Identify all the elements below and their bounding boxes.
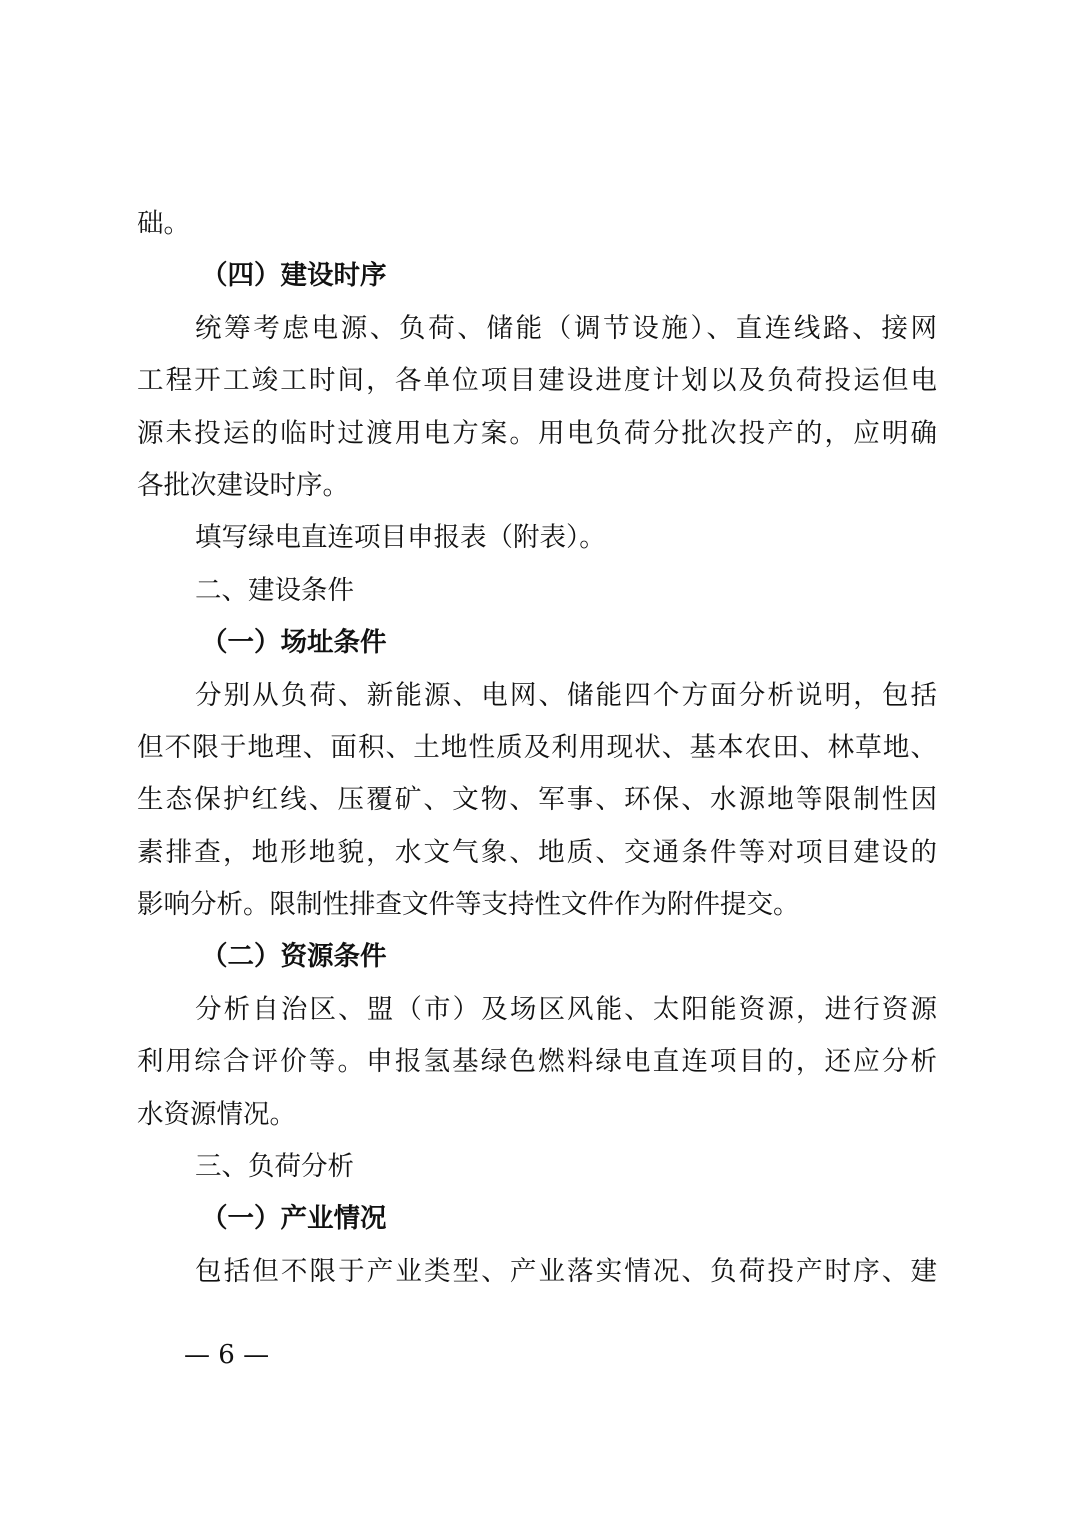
paragraph-line: 工程开工竣工时间，各单位项目建设进度计划以及负荷投运但电 — [137, 365, 937, 397]
paragraph-line: 础。 — [137, 208, 190, 239]
paragraph-line: 影响分析。限制性排查文件等支持性文件作为附件提交。 — [137, 889, 800, 921]
section-subheading-construction-sequence: （四）建设时序 — [201, 260, 387, 292]
section-heading-construction-conditions: 二、建设条件 — [195, 574, 354, 606]
paragraph-line: 水资源情况。 — [137, 1098, 296, 1130]
paragraph-line: 填写绿电直连项目申报表（附表）。 — [195, 522, 606, 554]
paragraph-line: 但不限于地理、面积、土地性质及利用现状、基本农田、林草地、 — [137, 731, 937, 763]
section-subheading-site-conditions: （一）场址条件 — [201, 627, 387, 659]
paragraph-line: 包括但不限于产业类型、产业落实情况、负荷投产时序、建 — [195, 1255, 937, 1287]
paragraph-line: 素排查，地形地貌，水文气象、地质、交通条件等对项目建设的 — [137, 836, 937, 868]
section-subheading-resource-conditions: （二）资源条件 — [201, 941, 387, 973]
paragraph-line: 生态保护红线、压覆矿、文物、军事、环保、水源地等限制性因 — [137, 784, 937, 816]
page-number: — 6 — — [184, 1340, 270, 1370]
paragraph-line: 分别从负荷、新能源、电网、储能四个方面分析说明，包括 — [195, 679, 937, 711]
paragraph-line: 源未投运的临时过渡用电方案。用电负荷分批次投产的，应明确 — [137, 417, 937, 449]
section-heading-load-analysis: 三、负荷分析 — [195, 1151, 354, 1183]
paragraph-line: 统筹考虑电源、负荷、储能（调节设施）、直连线路、接网 — [195, 312, 937, 344]
paragraph-line: 分析自治区、盟（市）及场区风能、太阳能资源，进行资源 — [195, 993, 937, 1025]
paragraph-line: 利用综合评价等。申报氢基绿色燃料绿电直连项目的，还应分析 — [137, 1046, 937, 1078]
document-body — [137, 198, 937, 1298]
paragraph-line: 各批次建设时序。 — [137, 469, 349, 501]
section-subheading-industry-situation: （一）产业情况 — [201, 1203, 387, 1235]
